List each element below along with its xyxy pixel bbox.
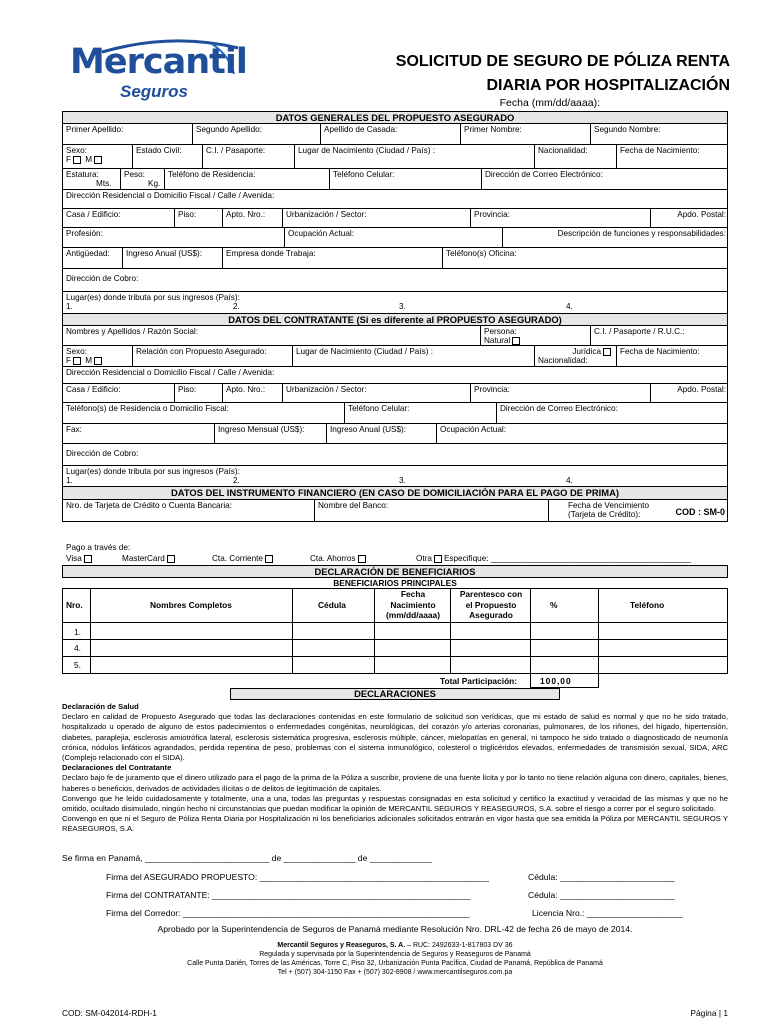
field-urb[interactable]: Urbanización / Sector:: [283, 384, 471, 402]
section-header: DATOS DEL CONTRATANTE (Si es diferente al PROPUESTO ASEGURADO): [62, 314, 728, 326]
fecha-label: Fecha (mm/dd/aaaa):: [499, 97, 600, 109]
cedula-contratante[interactable]: Cédula: ________________________: [528, 890, 675, 900]
beneficiarios-sub: BENEFICIARIOS PRINCIPALES: [333, 578, 457, 588]
pago-label: Pago a través de:: [66, 543, 131, 552]
field-banco[interactable]: Nombre del Banco:: [315, 500, 549, 521]
field-lugar-nac[interactable]: Lugar de Nacimiento (Ciudad / País) :: [293, 346, 535, 366]
declaraciones-text: Declaración de Salud Declaro en calidad de Propuesto Asegurado que todas las declaraciones contenidas en este formulario de solicitud son verídicas, que mi estado de salud es normal y que no he sido tratado, hospitalizado u operado de alguno de estos padecimientos o enfermedades congénitas, neurológicas, del corazón y/o arterias coronarias, pulmonares, de los riñones, del hígado, hipertensión, diabetes, paraplejia, esclerosis amiotrófica lateral, esclerosis sistemática progresiva, esclerosis múltiple, cáncer, mielopatías en general, ni tampoco he sido tratado o diagnosticado de neumonía crónica, nódulos linfáticos agrandados, perdida repentina de peso, problemas con el sistema inmunológico, colesterol o triglicéridos elevados, enfermedades de transmisión sexual, SIDA, ARC (Complejo relacionado con el SIDA). Declaraciones del Contratante Declaro bajo fe de juramento que el dinero utilizado para el pago de la prima de la Póliza a suscribir, proviene de una fuente lícita y por lo tanto no tiene relación alguna con dinero, capitales, bienes, haberes o beneficios, derivados de actividades ilícitas o de delitos de legitimación de capitales. Convengo que he leído cuidadosamente y totalmente, una a una, todas las preguntas y respuestas consignadas en esta solicitud y certifico la exactitud y veracidad de las mismas y que no he omitido, ocultado disimulado, ningún hecho ni circunstancias que puedan modificar la opinión de MERCANTIL SEGUROS Y REASEGUROS, S.A. sobre el riesgo a correr por el seguro solicitado. Convengo en que ni el Seguro de Póliza Renta Diaria por Hospitalización ni los beneficiarios adicionales solicitados entrarán en vigor hasta que sea emitida la Póliza por MERCANTIL SEGUROS Y REASEGUROS, S.A.: [62, 702, 728, 834]
field-direccion[interactable]: Dirección Residencial o Domicilio Fiscal / Calle / Avenida:: [66, 368, 275, 377]
pago-ahorros[interactable]: Cta. Ahorros: [310, 554, 368, 563]
field-tel-res[interactable]: Teléfono de Residencia:: [165, 169, 330, 189]
field-cobro[interactable]: Dirección de Cobro:: [66, 274, 139, 283]
pago-otra[interactable]: Otra Especifique: ____________________________________________: [416, 554, 692, 563]
field-lugar-nac[interactable]: Lugar de Nacimiento (Ciudad / País) :: [295, 145, 535, 168]
field-primer-apellido[interactable]: Primer Apellido:: [63, 124, 193, 144]
field-estado-civil[interactable]: Estado Civil:: [133, 145, 203, 168]
pago-master[interactable]: MasterCard: [122, 554, 177, 563]
field-nacionalidad[interactable]: Jurídica Nacionalidad:: [535, 346, 617, 366]
field-apellido-casada[interactable]: Apellido de Casada:: [321, 124, 461, 144]
form-row: [62, 228, 728, 248]
form-row: [62, 424, 728, 444]
field-ocupacion[interactable]: Ocupación Actual:: [440, 425, 506, 434]
section-header: DECLARACIÓN DE BENEFICIARIOS: [62, 565, 728, 578]
section-header: DECLARACIONES: [230, 688, 560, 700]
logo-sub: Seguros: [120, 82, 189, 101]
row-number: 4.: [74, 643, 81, 653]
field-apto[interactable]: Apto. Nro.:: [223, 384, 283, 402]
form-row: [62, 145, 728, 169]
form-row: [62, 326, 728, 346]
field-fecha-nac[interactable]: Fecha de Nacimiento:: [620, 347, 700, 356]
field-apdo[interactable]: Apdo. Postal:: [677, 385, 726, 394]
field-cobro[interactable]: Dirección de Cobro:: [66, 449, 139, 458]
field-tel-cel[interactable]: Teléfono Celular:: [330, 169, 482, 189]
field-funciones[interactable]: Descripción de funciones y responsabilidades:: [557, 229, 726, 238]
checkbox-natural[interactable]: [512, 337, 520, 345]
checkbox-ahorros[interactable]: [358, 555, 366, 563]
footer-cod: COD: SM-042014-RDH-1: [62, 1008, 157, 1018]
footer-line: Tel + (507) 304-1150 Fax + (507) 302-8908 / www.mercantilseguros.com.pa: [277, 969, 513, 976]
col-nombres: Nombres Completos: [150, 600, 232, 610]
checkbox-juridica[interactable]: [603, 348, 611, 356]
pago-corriente[interactable]: Cta. Corriente: [212, 554, 275, 563]
field-segundo-nombre[interactable]: Segundo Nombre:: [594, 125, 661, 134]
checkbox-otra[interactable]: [434, 555, 442, 563]
field-estatura[interactable]: Estatura: Mts.: [63, 169, 121, 189]
form-row: [62, 248, 728, 269]
field-primer-nombre[interactable]: Primer Nombre:: [461, 124, 591, 144]
form-row: [62, 169, 728, 190]
field-correo[interactable]: Dirección de Correo Electrónico:: [485, 170, 603, 179]
row-number: 5.: [74, 660, 81, 670]
cedula-asegurado[interactable]: Cédula: ________________________: [528, 872, 675, 882]
checkbox-f[interactable]: [73, 357, 81, 365]
col-telefono: Teléfono: [630, 600, 665, 610]
field-ingreso[interactable]: Ingreso Anual (US$):: [123, 248, 223, 268]
field-ruc[interactable]: C.I. / Pasaporte / R.U.C.:: [594, 327, 685, 336]
total-label: Total Participación:: [440, 676, 518, 686]
page-number: Página | 1: [690, 1008, 728, 1018]
form-table: [62, 111, 728, 522]
form-row: [62, 292, 728, 314]
field-ci[interactable]: C.I. / Pasaporte:: [203, 145, 295, 168]
page-title: SOLICITUD DE SEGURO DE PÓLIZA RENTA DIARIA POR HOSPITALIZACIÓN: [395, 53, 730, 94]
field-urb[interactable]: Urbanización / Sector:: [283, 209, 471, 227]
field-apto[interactable]: Apto. Nro.:: [223, 209, 283, 227]
field-sexo-contratante: Sexo: F M: [63, 346, 133, 366]
field-persona: Persona: Natural: [481, 326, 591, 345]
form-row: [62, 444, 728, 466]
col-nro: Nro.: [66, 600, 83, 610]
pago-visa[interactable]: Visa: [66, 554, 94, 563]
checkbox-m[interactable]: [94, 156, 102, 164]
field-tel-oficina[interactable]: Teléfono(s) Oficina:: [446, 249, 517, 258]
form-row: [62, 346, 728, 367]
field-tel-res[interactable]: Teléfono(s) de Residencia o Domicilio Fiscal:: [63, 403, 345, 423]
firma-panama[interactable]: Se firma en Panamá, __________________________ de _______________ de _____________: [62, 853, 432, 863]
field-tarjeta[interactable]: Nro. de Tarjeta de Crédito o Cuenta Bancaria:: [63, 500, 315, 521]
aprobado-text: Aprobado por la Superintendencia de Seguros de Panamá mediante Resolución Nro. DRL-42 de fecha 26 de mayo de 2014.: [157, 924, 633, 934]
field-empresa[interactable]: Empresa donde Trabaja:: [223, 248, 443, 268]
form-row: [62, 124, 728, 145]
form-row: [62, 269, 728, 292]
form-row: [62, 466, 728, 487]
col-fecha-nac: Fecha Nacimiento (mm/dd/aaaa): [386, 589, 440, 620]
checkbox-master[interactable]: [167, 555, 175, 563]
field-vencimiento[interactable]: Fecha de Vencimiento (Tarjeta de Crédito): COD : SM-0: [568, 501, 725, 519]
form-row: [62, 190, 728, 209]
field-tributa[interactable]: Lugar(es) donde tributa por sus ingresos (País): 1. 2. 3. 4.: [66, 467, 573, 485]
form-row: [62, 367, 728, 384]
mercantil-logo: [62, 38, 247, 102]
form-row: [62, 384, 728, 403]
field-fax[interactable]: Fax:: [63, 424, 215, 443]
field-relacion[interactable]: Relación con Propuesto Asegurado:: [133, 346, 293, 366]
row-number: 1.: [74, 627, 81, 637]
field-peso[interactable]: Peso: Kg.: [121, 169, 165, 189]
footer-line: Calle Punta Darién, Torres de las Américas, Torre C, Piso 32, Urbanización Punta Pacífica, Ciudad de Panamá, República de Panamá: [187, 960, 603, 967]
field-direccion[interactable]: Dirección Residencial o Domicilio Fiscal / Calle / Avenida:: [66, 191, 275, 200]
field-provincia[interactable]: Provincia:: [471, 209, 651, 227]
form-row: [62, 209, 728, 228]
field-casa[interactable]: Casa / Edificio:: [63, 209, 175, 227]
field-piso[interactable]: Piso:: [175, 209, 223, 227]
checkbox-visa[interactable]: [84, 555, 92, 563]
section-header: DATOS DEL INSTRUMENTO FINANCIERO (EN CASO DE DOMICILIACIÓN PARA EL PAGO DE PRIMA): [62, 487, 728, 500]
footer-line: Regulada y supervisada por la Superintendencia de Seguros y Reaseguros de Panamá: [259, 951, 531, 958]
field-nombres[interactable]: Nombres y Apellidos / Razón Social:: [63, 326, 481, 345]
total-value: 100,00: [540, 676, 572, 686]
licencia-corredor[interactable]: Licencia Nro.: ____________________: [532, 908, 683, 918]
field-antiguedad[interactable]: Antigüedad:: [63, 248, 123, 268]
checkbox-m[interactable]: [94, 357, 102, 365]
checkbox-f[interactable]: [73, 156, 81, 164]
field-tributa[interactable]: Lugar(es) donde tributa por sus ingresos (País): 1. 2. 3. 4.: [66, 293, 573, 311]
field-nacionalidad[interactable]: Nacionalidad:: [535, 145, 617, 168]
field-correo[interactable]: Dirección de Correo Electrónico:: [500, 404, 618, 413]
field-piso[interactable]: Piso:: [175, 384, 223, 402]
col-cedula: Cédula: [318, 600, 346, 610]
field-fecha-nac[interactable]: Fecha de Nacimiento:: [620, 146, 700, 155]
logo-wordmark: Mercantil: [70, 42, 247, 82]
field-ing-anual[interactable]: Ingreso Anual (US$):: [327, 424, 437, 443]
field-ocupacion[interactable]: Ocupación Actual:: [285, 228, 503, 247]
field-casa[interactable]: Casa / Edificio:: [63, 384, 175, 402]
field-provincia[interactable]: Provincia:: [471, 384, 651, 402]
col-pct: %: [550, 600, 558, 610]
field-sexo: Sexo: F M: [63, 145, 133, 168]
section-header: DATOS GENERALES DEL PROPUESTO ASEGURADO: [62, 111, 728, 124]
field-apdo[interactable]: Apdo. Postal:: [677, 210, 726, 219]
field-profesion[interactable]: Profesión:: [63, 228, 285, 247]
form-row: [62, 403, 728, 424]
field-ing-mensual[interactable]: Ingreso Mensual (US$):: [215, 424, 327, 443]
cod-label: COD : SM-0: [675, 507, 725, 517]
checkbox-corriente[interactable]: [265, 555, 273, 563]
field-tel-cel[interactable]: Teléfono Celular:: [345, 403, 497, 423]
col-parentesco: Parentesco con el Propuesto Asegurado: [459, 589, 523, 620]
firma-asegurado[interactable]: Firma del ASEGURADO PROPUESTO: ________________________________________________: [106, 872, 490, 882]
firma-corredor[interactable]: Firma del Corredor: ____________________________________________________________: [106, 908, 470, 918]
field-segundo-apellido[interactable]: Segundo Apellido:: [193, 124, 321, 144]
form-row: [62, 500, 728, 522]
firma-contratante[interactable]: Firma del CONTRATANTE: ______________________________________________________: [106, 890, 471, 900]
footer-company: Mercantil Seguros y Reaseguros, S. A. – RUC: 2492633-1-817803 DV 36: [277, 942, 513, 949]
